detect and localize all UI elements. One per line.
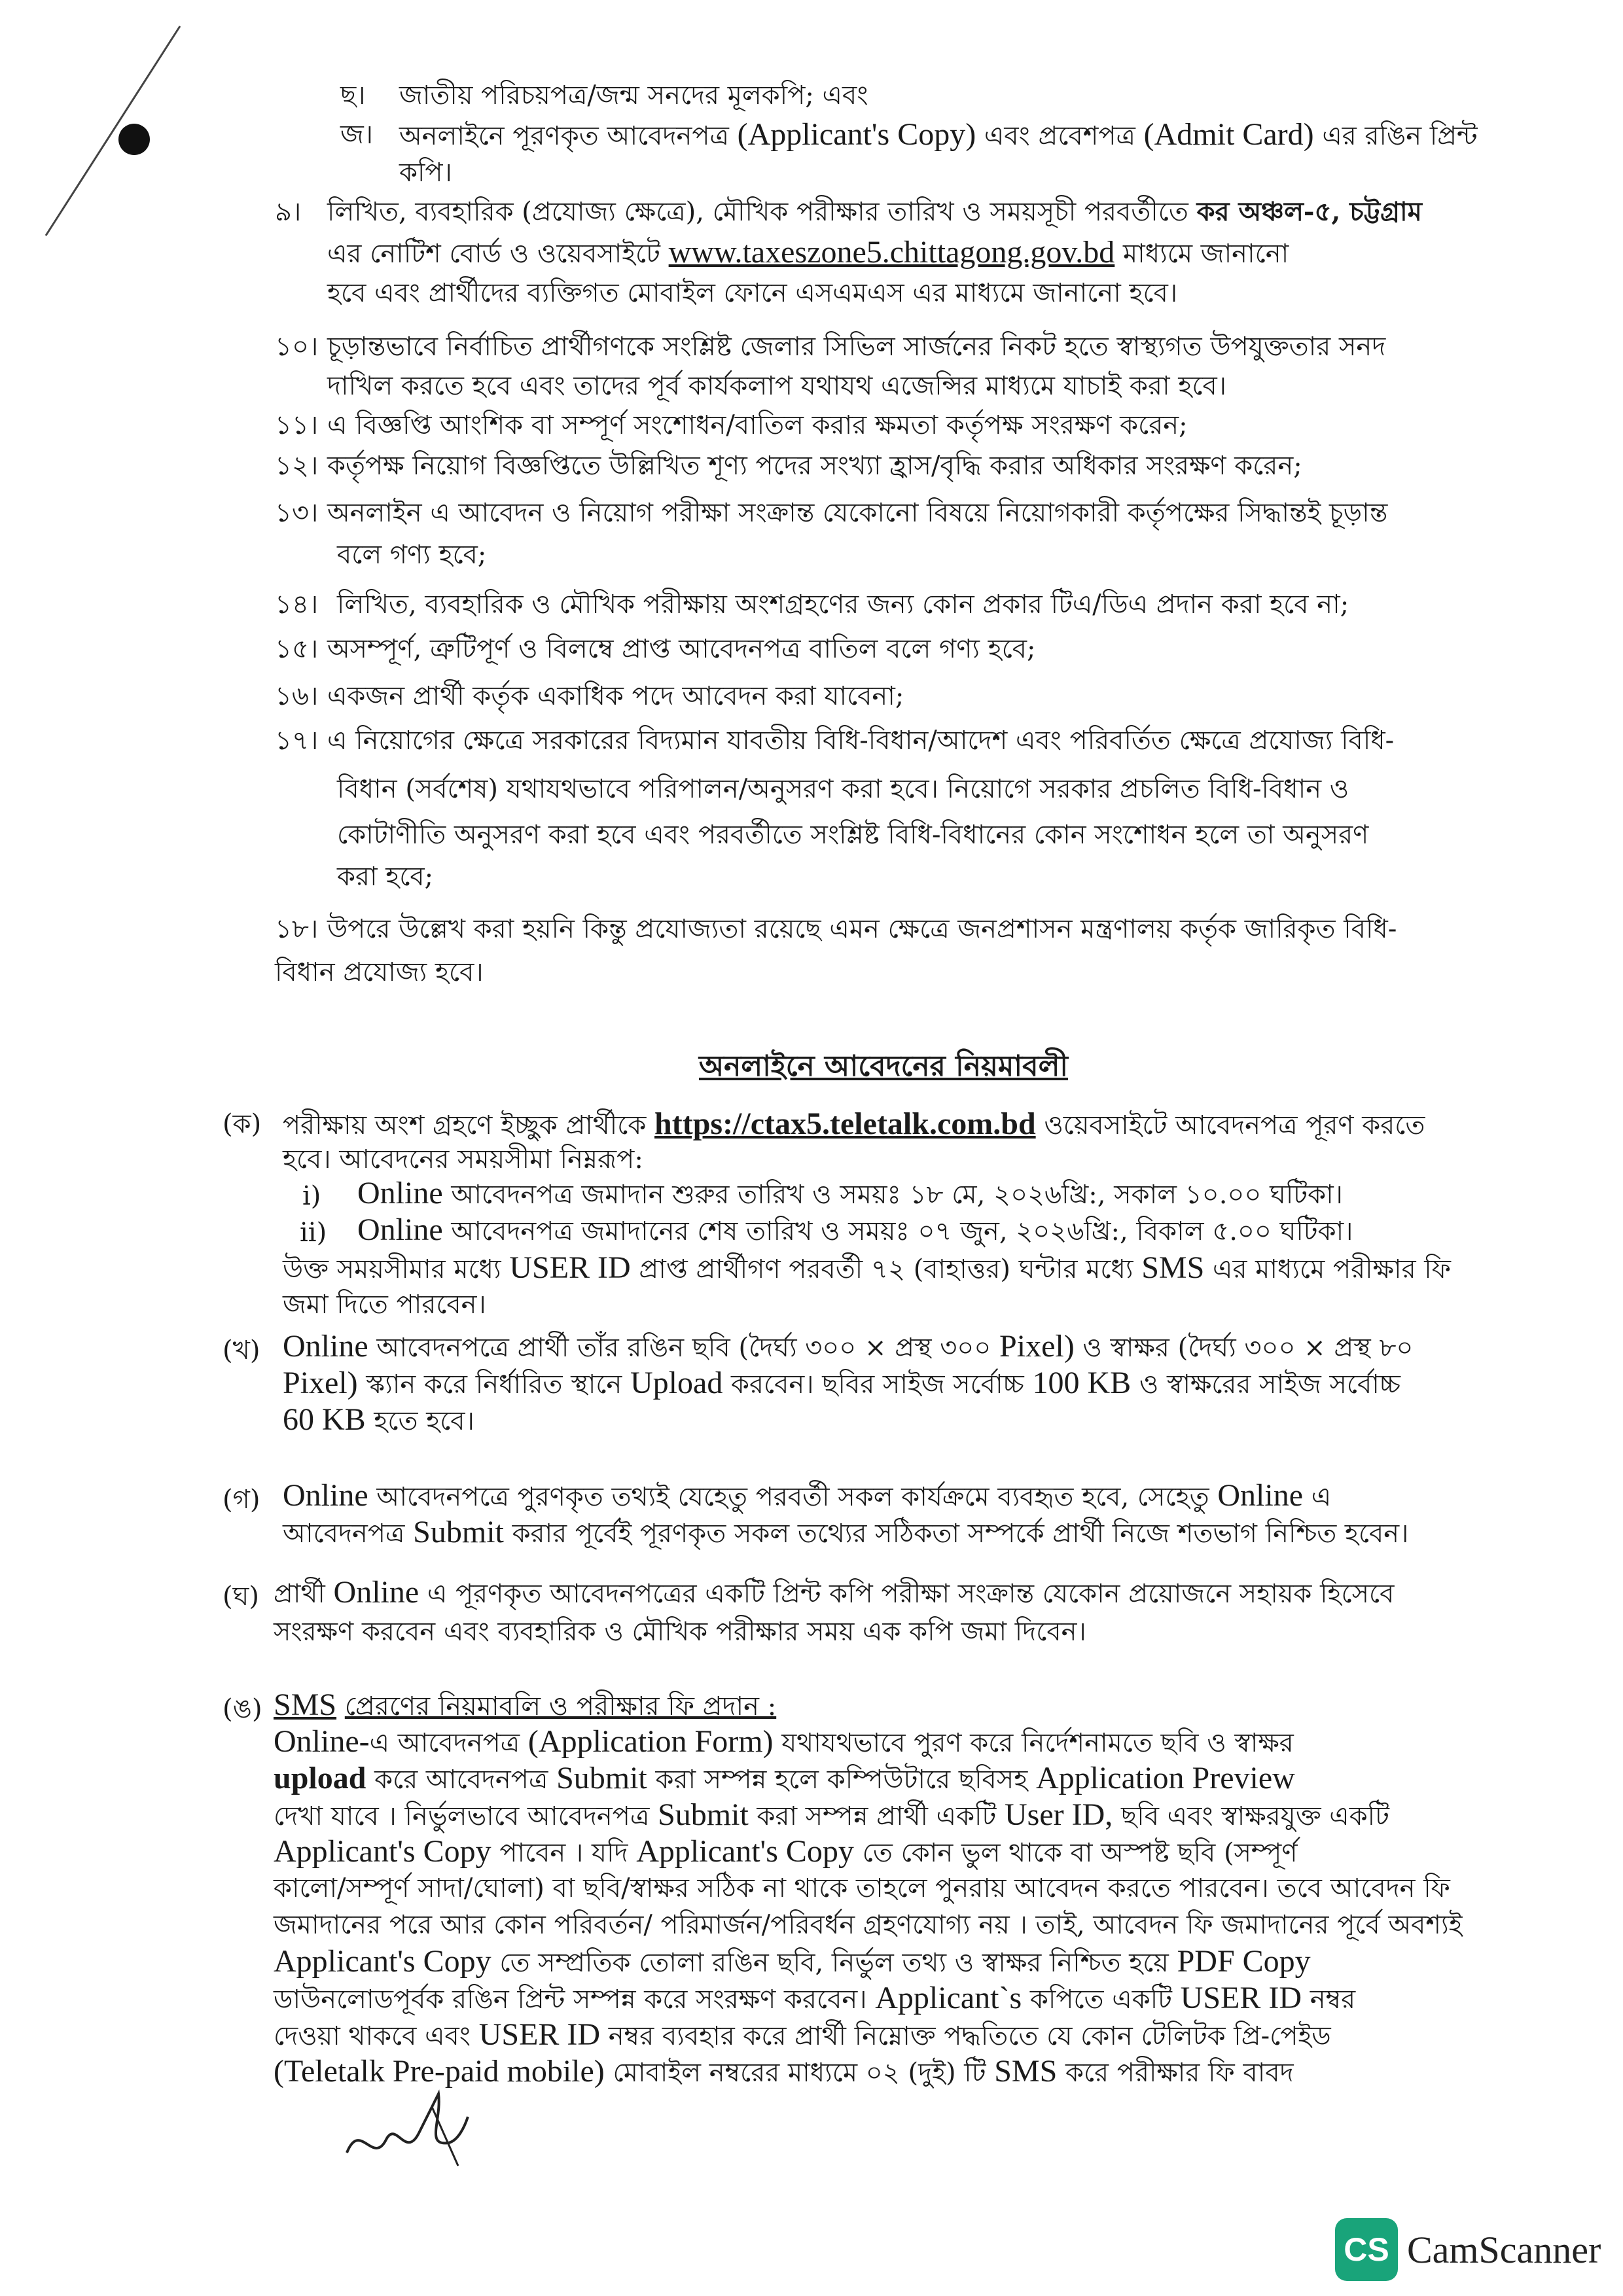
- item-11-text: এ বিজ্ঞপ্তি আংশিক বা সম্পূর্ণ সংশোধন/বাতিল করার ক্ষমতা কর্তৃপক্ষ সংরক্ষণ করেন;: [327, 410, 1188, 440]
- item-14-number: ১৪।: [275, 590, 319, 620]
- item-12-number: ১২।: [275, 451, 319, 481]
- scan-mark-icon: [33, 20, 190, 242]
- item-ga-line1: Online আবেদনপত্রে পুরণকৃত তথ্যই যেহেতু পরবর্তী সকল কার্যক্রমে ব্যবহৃত হবে, সেহেতু Online এ: [283, 1478, 1332, 1513]
- item-11-number: ১১।: [275, 410, 319, 440]
- item-17-line2: বিধান (সর্বশেষ) যথাযথভাবে পরিপালন/অনুসরণ করা হবে। নিয়োগে সরকার প্রচলিত বিধি-বিধান ও: [337, 774, 1349, 804]
- item-uma-line9: দেওয়া থাকবে এবং USER ID নম্বর ব্যবহার করে প্রার্থী নিম্নোক্ত পদ্ধতিতে যে কোন টেলিটক প্রি-পেইড: [274, 2017, 1331, 2052]
- item-ka-ii-text: Online আবেদনপত্র জমাদানের শেষ তারিখ ও সময়ঃ ০৭ জুন, ২০২৬খ্রি:, বিকাল ৫.০০ ঘটিকা।: [357, 1212, 1353, 1247]
- item-10-number: ১০।: [275, 332, 319, 362]
- camscanner-logo-icon: CS: [1335, 2218, 1398, 2281]
- item-16-number: ১৬।: [275, 681, 319, 711]
- item-uma-line4: Applicant's Copy পাবেন । যদি Applicant's Copy তে কোন ভুল থাকে বা অস্পষ্ট ছবি (সম্পূর্ণ: [274, 1834, 1298, 1869]
- item-kha-line3: 60 KB হতে হবে।: [283, 1402, 474, 1437]
- item-kha-number: (খ): [223, 1335, 260, 1366]
- item-10-line1: চূড়ান্তভাবে নির্বাচিত প্রার্থীগণকে সংশ্লিষ্ট জেলার সিভিল সার্জনের নিকট হতে স্বাস্থ্যগত উপযুক্ততার সনদ: [327, 332, 1386, 362]
- section-heading: অনলাইনে আবেদনের নিয়মাবলী: [699, 1050, 1068, 1083]
- item-18-line2: বিধান প্রযোজ্য হবে।: [275, 957, 484, 987]
- item-uma-line7: Applicant's Copy তে সম্প্রতিক তোলা রঙিন ছবি, নির্ভুল তথ্য ও স্বাক্ষর নিশ্চিত হয়ে PDF Copy: [274, 1944, 1311, 1979]
- item-uma-line10: (Teletalk Pre-paid mobile) মোবাইল নম্বরের মাধ্যমে ০২ (দুই) টি SMS করে পরীক্ষার ফি বাবদ: [274, 2054, 1294, 2089]
- item-uma-line5: কালো/সম্পূর্ণ সাদা/ঘোলা) বা ছবি/স্বাক্ষর সঠিক না থাকে তাহলে পুনরায় আবেদন করতে পারবেন। তবে আবেদন ফি: [274, 1873, 1450, 1903]
- item-ja-line1: অনলাইনে পূরণকৃত আবেদনপত্র (Applicant's Copy) এবং প্রবেশপত্র (Admit Card) এর রঙিন প্রিন্ট: [399, 117, 1478, 152]
- item-10-line2: দাখিল করতে হবে এবং তাদের পূর্ব কার্যকলাপ যথাযথ এজেন্সির মাধ্যমে যাচাই করা হবে।: [327, 371, 1227, 401]
- item-gha-line2: সংরক্ষণ করবেন এবং ব্যবহারিক ও মৌখিক পরীক্ষার সময় এক কপি জমা দিবেন।: [274, 1617, 1086, 1647]
- item-17-line4: করা হবে;: [337, 862, 434, 892]
- item-ka-line6: জমা দিতে পারবেন।: [283, 1290, 486, 1320]
- item-ja-number: জ।: [340, 120, 374, 150]
- item-ka-number: (ক): [223, 1109, 262, 1139]
- item-18-number: ১৮।: [275, 914, 319, 944]
- item-15-text: অসম্পূর্ণ, ত্রুটিপূর্ণ ও বিলম্বে প্রাপ্ত আবেদনপত্র বাতিল বলে গণ্য হবে;: [327, 634, 1036, 664]
- item-kha-line1: Online আবেদনপত্রে প্রার্থী তাঁর রঙিন ছবি (দৈর্ঘ্য ৩০০ × প্রস্থ ৩০০ Pixel) ও স্বাক্ষর (দৈর্ঘ্য ৩০০ × প্রস্থ ৮০: [283, 1329, 1414, 1364]
- tax-website-link[interactable]: www.taxeszone5.chittagong.gov.bd: [668, 235, 1115, 270]
- item-13-number: ১৩।: [275, 498, 319, 528]
- item-9-number: ৯।: [275, 197, 302, 227]
- item-13-line2: বলে গণ্য হবে;: [337, 540, 487, 570]
- item-uma-line2: upload করে আবেদনপত্র Submit করা সম্পন্ন হলে কম্পিউটারে ছবিসহ Application Preview: [274, 1761, 1295, 1795]
- item-ja-line2: কপি।: [399, 158, 452, 188]
- item-13-line1: অনলাইন এ আবেদন ও নিয়োগ পরীক্ষা সংক্রান্ত যেকোনো বিষয়ে নিয়োগকারী কর্তৃপক্ষের সিদ্ধান্তই চূড়ান্ত: [327, 498, 1388, 528]
- item-ka-line5: উক্ত সময়সীমার মধ্যে USER ID প্রাপ্ত প্রার্থীগণ পরবর্তী ৭২ (বাহাত্তর) ঘন্টার মধ্যে SMS এর মাধ্যমে পরীক্ষার ফি: [283, 1250, 1451, 1285]
- item-uma-line6: জমাদানের পরে আর কোন পরিবর্তন/ পরিমার্জন/পরিবর্ধন গ্রহণযোগ্য নয় । তাই, আবেদন ফি জমাদানের পূর্বে অবশ্যই: [274, 1910, 1463, 1940]
- item-ga-number: (গ): [223, 1485, 260, 1515]
- item-16-text: একজন প্রার্থী কর্তৃক একাধিক পদে আবেদন করা যাবেনা;: [327, 681, 904, 711]
- item-ka-ii-number: ii): [300, 1218, 327, 1248]
- item-14-text: লিখিত, ব্যবহারিক ও মৌখিক পরীক্ষায় অংশগ্রহণের জন্য কোন প্রকার টিএ/ডিএ প্রদান করা হবে না;: [337, 590, 1349, 620]
- item-ka-line1: পরীক্ষায় অংশ গ্রহণে ইচ্ছুক প্রার্থীকে https://ctax5.teletalk.com.bd ওয়েবসাইটে আবেদনপত্র পূরণ করতে: [283, 1106, 1425, 1141]
- item-ka-line2: হবে। আবেদনের সময়সীমা নিম্নরূপ:: [283, 1144, 643, 1174]
- item-9-line1: লিখিত, ব্যবহারিক (প্রযোজ্য ক্ষেত্রে), মৌখিক পরীক্ষার তারিখ ও সময়সূচী পরবর্তীতে কর অঞ্চল-৫, চট্টগ্রাম: [327, 196, 1422, 227]
- item-17-line1: এ নিয়োগের ক্ষেত্রে সরকারের বিদ্যমান যাবতীয় বিধি-বিধান/আদেশ এবং পরিবর্তিত ক্ষেত্রে প্রযোজ্য বিধি-: [327, 726, 1395, 756]
- item-gha-line1: প্রার্থী Online এ পূরণকৃত আবেদনপত্রের একটি প্রিন্ট কপি পরীক্ষা সংক্রান্ত যেকোন প্রয়োজনে সহায়ক হিসেবে: [274, 1575, 1395, 1610]
- item-uma-line3: দেখা যাবে । নির্ভুলভাবে আবেদনপত্র Submit করা সম্পন্ন প্রার্থী একটি User ID, ছবি এবং স্বাক্ষরযুক্ত একটি: [274, 1797, 1389, 1832]
- item-ka-i-number: i): [302, 1181, 321, 1211]
- item-uma-number: (ঙ): [223, 1694, 262, 1724]
- item-gha-number: (ঘ): [223, 1581, 259, 1612]
- item-12-text: কর্তৃপক্ষ নিয়োগ বিজ্ঞপ্তিতে উল্লিখিত শূণ্য পদের সংখ্যা হ্রাস/বৃদ্ধি করার অধিকার সংরক্ষণ করেন;: [327, 451, 1302, 481]
- item-uma-heading: SMS প্রেরণের নিয়মাবলি ও পরীক্ষার ফি প্রদান :: [274, 1687, 777, 1722]
- signature-icon: [334, 2081, 478, 2172]
- item-uma-line1: Online-এ আবেদনপত্র (Application Form) যথাযথভাবে পুরণ করে নির্দেশনামতে ছবি ও স্বাক্ষর: [274, 1724, 1294, 1759]
- item-ga-line2: আবেদনপত্র Submit করার পূর্বেই পূরণকৃত সকল তথ্যের সঠিকতা সম্পর্কে প্রার্থী নিজে শতভাগ নিশ্চিত হবেন।: [283, 1515, 1409, 1549]
- item-cha-text: জাতীয় পরিচয়পত্র/জন্ম সনদের মূলকপি; এবং: [399, 80, 868, 111]
- item-uma-line8: ডাউনলোডপূর্বক রঙিন প্রিন্ট সম্পন্ন করে সংরক্ষণ করবেন। Applicant`s কপিতে একটি USER ID নম্বর: [274, 1981, 1356, 2015]
- item-9-line3: হবে এবং প্রার্থীদের ব্যক্তিগত মোবাইল ফোনে এসএমএস এর মাধ্যমে জানানো হবে।: [327, 278, 1178, 308]
- item-9-line2: এর নোটিশ বোর্ড ও ওয়েবসাইটে www.taxeszone5.chittagong.gov.bd মাধ্যমে জানানো: [327, 235, 1289, 270]
- camscanner-watermark: CamScanner: [1407, 2229, 1601, 2271]
- item-18-line1: উপরে উল্লেখ করা হয়নি কিন্তু প্রযোজ্যতা রয়েছে এমন ক্ষেত্রে জনপ্রশাসন মন্ত্রণালয় কর্তৃক জারিকৃত বিধি-: [327, 914, 1397, 944]
- item-ka-i-text: Online আবেদনপত্র জমাদান শুরুর তারিখ ও সময়ঃ ১৮ মে, ২০২৬খ্রি:, সকাল ১০.০০ ঘটিকা।: [357, 1176, 1343, 1210]
- item-kha-line2: Pixel) স্ক্যান করে নির্ধারিত স্থানে Upload করবেন। ছবির সাইজ সর্বোচ্চ 100 KB ও স্বাক্ষরের সাইজ সর্বোচ্চ: [283, 1366, 1400, 1400]
- item-cha-number: ছ।: [340, 80, 366, 111]
- teletalk-website-link[interactable]: https://ctax5.teletalk.com.bd: [654, 1106, 1036, 1141]
- item-17-line3: কোটাণীতি অনুসরণ করা হবে এবং পরবর্তীতে সংশ্লিষ্ট বিধি-বিধানের কোন সংশোধন হলে তা অনুসরণ: [337, 820, 1369, 850]
- item-17-number: ১৭।: [275, 726, 319, 756]
- item-15-number: ১৫।: [275, 634, 319, 664]
